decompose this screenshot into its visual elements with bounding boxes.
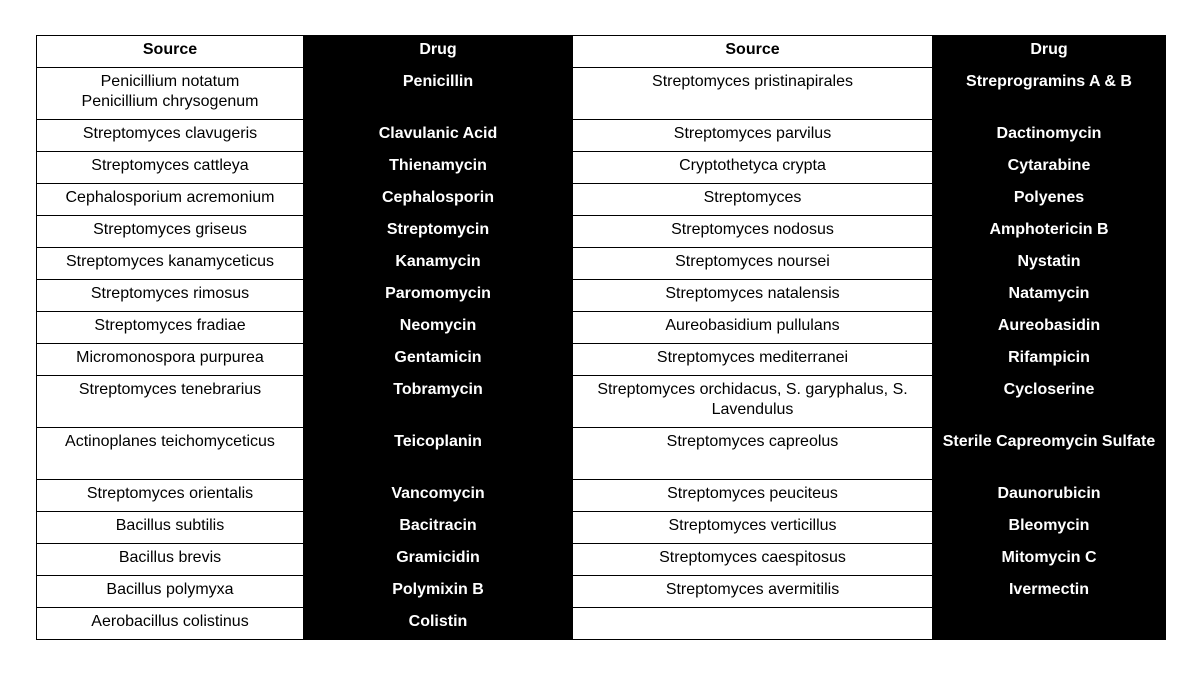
drug-cell-right: Dactinomycin [933, 120, 1166, 152]
source-cell-left [37, 248, 304, 280]
source-line: Streptomyces cattleya [91, 157, 249, 174]
drug-cell-left: Neomycin [304, 312, 573, 344]
source-line: Bacillus subtilis [115, 517, 225, 534]
drug-cell-right: Streprogramins A & B [933, 68, 1166, 120]
source-cell-right: Streptomyces nodosus [573, 216, 933, 248]
table-body [37, 68, 1166, 640]
table-row [37, 152, 1166, 184]
source-cell-left [37, 480, 304, 512]
drug-cell-left: Teicoplanin [304, 428, 573, 480]
header-source-left: Source [37, 36, 304, 68]
source-cell-right: Cryptothetyca crypta [573, 152, 933, 184]
source-cell-right: Streptomyces mediterranei [573, 344, 933, 376]
source-cell-right: Streptomyces caespitosus [573, 544, 933, 576]
drug-cell-left: Paromomycin [304, 280, 573, 312]
drug-cell-right [933, 608, 1166, 640]
source-line: Penicillium notatum [100, 73, 240, 90]
table-row [37, 280, 1166, 312]
drug-cell-right: Mitomycin C [933, 544, 1166, 576]
drug-cell-left: Cephalosporin [304, 184, 573, 216]
table-row [37, 312, 1166, 344]
drug-cell-left: Clavulanic Acid [304, 120, 573, 152]
drug-cell-right: Daunorubicin [933, 480, 1166, 512]
table-row [37, 120, 1166, 152]
table-row [37, 376, 1166, 428]
source-line: Streptomyces rimosus [90, 285, 250, 302]
antibiotic-source-table [36, 35, 1166, 640]
drug-cell-left: Kanamycin [304, 248, 573, 280]
source-line: Cephalosporium acremonium [65, 189, 275, 206]
header-drug-right: Drug [933, 36, 1166, 68]
drug-cell-right: Rifampicin [933, 344, 1166, 376]
source-line: Streptomyces kanamyceticus [65, 253, 275, 270]
source-line: Streptomyces clavugeris [82, 125, 258, 142]
source-cell-right: Streptomyces pristinapirales [573, 68, 933, 120]
drug-cell-left: Gramicidin [304, 544, 573, 576]
drug-cell-right: Polyenes [933, 184, 1166, 216]
source-cell-right [573, 608, 933, 640]
source-cell-right: Streptomyces orchidacus, S. garyphalus, S. Lavendulus [573, 376, 933, 428]
drug-cell-right: Amphotericin B [933, 216, 1166, 248]
source-cell-right: Streptomyces verticillus [573, 512, 933, 544]
source-line: Streptomyces griseus [93, 221, 247, 238]
source-line: Aerobacillus colistinus [91, 613, 249, 630]
header-drug-left: Drug [304, 36, 573, 68]
drug-cell-left: Penicillin [304, 68, 573, 120]
table-row [37, 576, 1166, 608]
source-cell-left [37, 184, 304, 216]
source-cell-left [37, 608, 304, 640]
source-cell-left [37, 576, 304, 608]
drug-cell-right: Sterile Capreomycin Sulfate [933, 428, 1166, 480]
source-cell-left [37, 68, 304, 120]
table-row [37, 428, 1166, 480]
drug-cell-right: Ivermectin [933, 576, 1166, 608]
source-cell-left [37, 428, 304, 480]
source-line: Streptomyces orientalis [86, 485, 254, 502]
source-line: Actinoplanes teichomyceticus [65, 433, 275, 450]
drug-cell-right: Cycloserine [933, 376, 1166, 428]
drug-cell-right: Bleomycin [933, 512, 1166, 544]
table-row [37, 184, 1166, 216]
source-cell-right: Streptomyces [573, 184, 933, 216]
table-row [37, 608, 1166, 640]
source-cell-left [37, 376, 304, 428]
drug-cell-left: Thienamycin [304, 152, 573, 184]
source-cell-right: Streptomyces avermitilis [573, 576, 933, 608]
drug-cell-left: Vancomycin [304, 480, 573, 512]
table-row [37, 544, 1166, 576]
source-cell-left [37, 280, 304, 312]
source-cell-right: Streptomyces natalensis [573, 280, 933, 312]
drug-cell-right: Nystatin [933, 248, 1166, 280]
source-cell-left [37, 216, 304, 248]
source-cell-right: Streptomyces capreolus [573, 428, 933, 480]
source-line: Streptomyces tenebrarius [78, 381, 262, 398]
table-row [37, 248, 1166, 280]
header-row [37, 36, 1166, 68]
drug-cell-left: Streptomycin [304, 216, 573, 248]
source-cell-right: Streptomyces noursei [573, 248, 933, 280]
drug-cell-left: Bacitracin [304, 512, 573, 544]
table-row [37, 344, 1166, 376]
header-source-right: Source [573, 36, 933, 68]
drug-cell-right: Cytarabine [933, 152, 1166, 184]
source-cell-left [37, 312, 304, 344]
table-row [37, 480, 1166, 512]
drug-cell-right: Natamycin [933, 280, 1166, 312]
source-cell-left [37, 512, 304, 544]
drug-cell-left: Colistin [304, 608, 573, 640]
source-cell-left [37, 120, 304, 152]
source-cell-right: Aureobasidium pullulans [573, 312, 933, 344]
source-line: Penicillium chrysogenum [81, 93, 259, 110]
table-row [37, 216, 1166, 248]
drug-cell-right: Aureobasidin [933, 312, 1166, 344]
source-cell-left [37, 544, 304, 576]
source-line: Bacillus polymyxa [106, 581, 234, 598]
table-row [37, 68, 1166, 120]
drug-cell-left: Polymixin B [304, 576, 573, 608]
source-line: Micromonospora purpurea [76, 349, 264, 366]
drug-cell-left: Gentamicin [304, 344, 573, 376]
source-cell-left [37, 152, 304, 184]
source-cell-right: Streptomyces parvilus [573, 120, 933, 152]
source-line: Streptomyces fradiae [94, 317, 246, 334]
source-cell-right: Streptomyces peuciteus [573, 480, 933, 512]
source-cell-left [37, 344, 304, 376]
table-row [37, 512, 1166, 544]
source-line: Bacillus brevis [118, 549, 222, 566]
drug-cell-left: Tobramycin [304, 376, 573, 428]
